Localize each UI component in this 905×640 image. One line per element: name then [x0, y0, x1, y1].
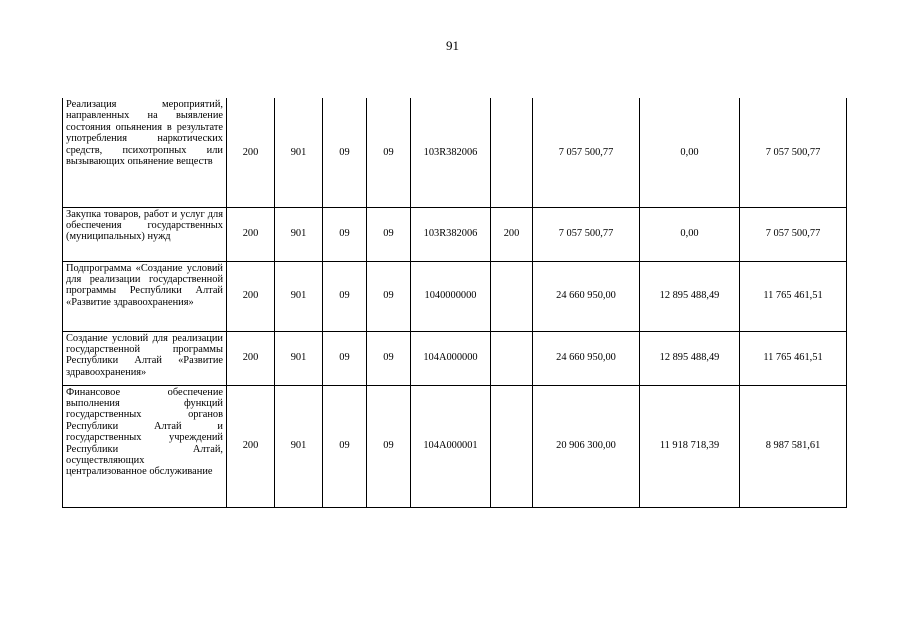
expense-type-cell: 200	[491, 207, 533, 261]
amount-executed-cell: 12 895 488,49	[640, 261, 740, 331]
amount-executed-cell: 11 918 718,39	[640, 385, 740, 507]
section-cell: 09	[323, 385, 367, 507]
subsection-cell: 09	[367, 385, 411, 507]
subsection-cell: 09	[367, 261, 411, 331]
amount-executed-cell: 0,00	[640, 98, 740, 207]
ministry-code-cell: 901	[275, 331, 323, 385]
expense-type-cell	[491, 261, 533, 331]
expense-type-cell	[491, 385, 533, 507]
amount-remaining-cell: 11 765 461,51	[740, 261, 847, 331]
table-row	[63, 331, 847, 385]
admin-code-cell: 200	[227, 385, 275, 507]
section-cell: 09	[323, 207, 367, 261]
amount-plan-cell: 7 057 500,77	[533, 98, 640, 207]
ministry-code-cell: 901	[275, 261, 323, 331]
table-row	[63, 207, 847, 261]
section-cell: 09	[323, 98, 367, 207]
amount-plan-cell: 7 057 500,77	[533, 207, 640, 261]
table-row	[63, 98, 847, 207]
row-name-cell: Финансовое обеспечение выполнения функций государственных органов Республики Алтай и государственных учреждений Республики Алтай, осуществляющих централизованное обслуживание	[63, 385, 227, 507]
amount-executed-cell: 12 895 488,49	[640, 331, 740, 385]
target-article-cell: 104А000001	[411, 385, 491, 507]
amount-plan-cell: 20 906 300,00	[533, 385, 640, 507]
target-article-cell: 103R382006	[411, 98, 491, 207]
row-name-cell: Реализация мероприятий, направленных на выявление состояния опьянения в результате употребления наркотических средств, психотропных или вызывающих опьянение веществ	[63, 98, 227, 207]
amount-remaining-cell: 8 987 581,61	[740, 385, 847, 507]
table-row	[63, 261, 847, 331]
target-article-cell: 104А000000	[411, 331, 491, 385]
row-name-cell: Подпрограмма «Создание условий для реализации государственной программы Республики Алтай «Развитие здравоохранения»	[63, 261, 227, 331]
expense-type-cell	[491, 331, 533, 385]
amount-remaining-cell: 7 057 500,77	[740, 207, 847, 261]
table-row	[63, 385, 847, 507]
row-name-cell: Закупка товаров, работ и услуг для обеспечения государственных (муниципальных) нужд	[63, 207, 227, 261]
budget-table	[62, 98, 847, 508]
target-article-cell: 1040000000	[411, 261, 491, 331]
amount-plan-cell: 24 660 950,00	[533, 261, 640, 331]
subsection-cell: 09	[367, 98, 411, 207]
admin-code-cell: 200	[227, 261, 275, 331]
subsection-cell: 09	[367, 207, 411, 261]
ministry-code-cell: 901	[275, 385, 323, 507]
amount-remaining-cell: 11 765 461,51	[740, 331, 847, 385]
admin-code-cell: 200	[227, 207, 275, 261]
row-name-cell: Создание условий для реализации государственной программы Республики Алтай «Развитие здравоохранения»	[63, 331, 227, 385]
ministry-code-cell: 901	[275, 98, 323, 207]
expense-type-cell	[491, 98, 533, 207]
admin-code-cell: 200	[227, 98, 275, 207]
section-cell: 09	[323, 331, 367, 385]
amount-executed-cell: 0,00	[640, 207, 740, 261]
amount-remaining-cell: 7 057 500,77	[740, 98, 847, 207]
page-number: 91	[446, 38, 459, 53]
admin-code-cell: 200	[227, 331, 275, 385]
ministry-code-cell: 901	[275, 207, 323, 261]
amount-plan-cell: 24 660 950,00	[533, 331, 640, 385]
subsection-cell: 09	[367, 331, 411, 385]
target-article-cell: 103R382006	[411, 207, 491, 261]
section-cell: 09	[323, 261, 367, 331]
